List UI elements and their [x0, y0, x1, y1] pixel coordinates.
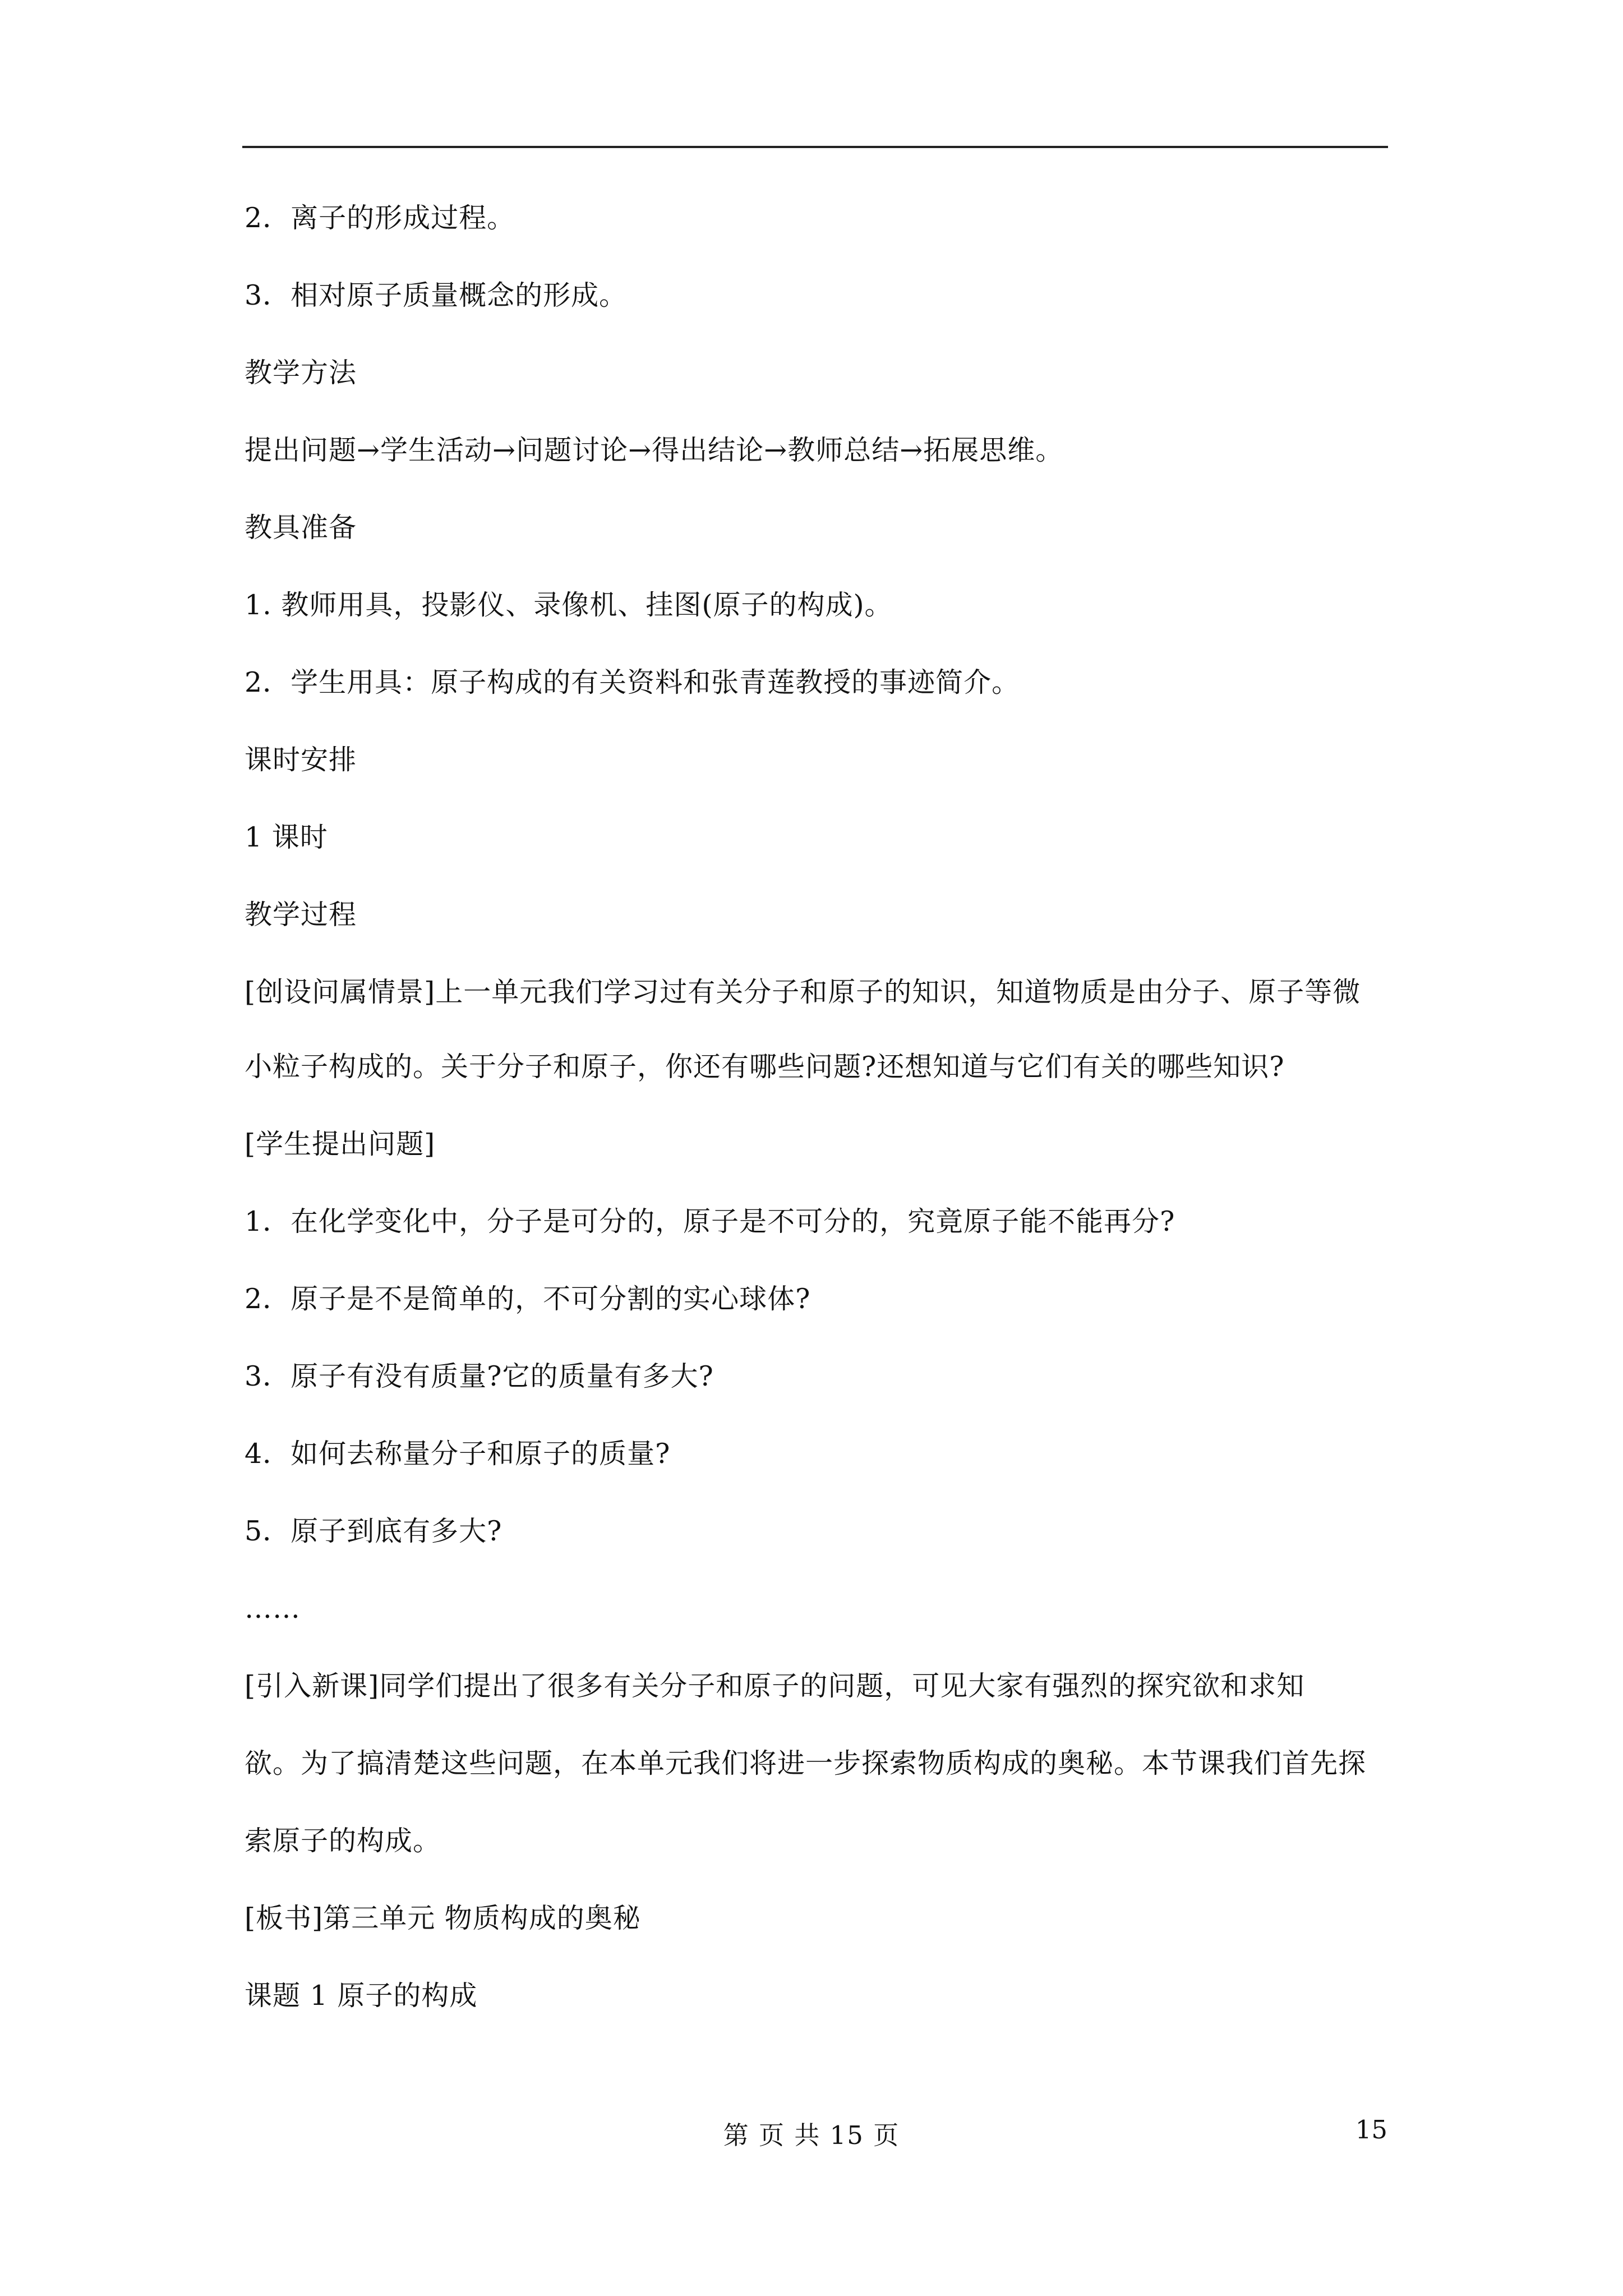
text-line: 欲。为了搞清楚这些问题，在本单元我们将进一步探索物质构成的奥秘。本节课我们首先探 [245, 1747, 1367, 1779]
header-rule [242, 146, 1388, 148]
text-line: 2．学生用具：原子构成的有关资料和张青莲教授的事迹简介。 [245, 666, 1020, 698]
section-heading: 教具准备 [245, 512, 357, 544]
section-heading: 课时安排 [245, 744, 357, 776]
text-line: 4．如何去称量分子和原子的质量? [245, 1438, 671, 1470]
page-footer: 第 页 共 15 页 [723, 2120, 900, 2150]
text-line: [板书]第三单元 物质构成的奥秘 [245, 1902, 641, 1934]
text-line: 1 课时 [245, 821, 328, 853]
text-line: 小粒子构成的。关于分子和原子，你还有哪些问题?还想知道与它们有关的哪些知识? [245, 1051, 1285, 1083]
text-line: [学生提出问题] [245, 1128, 436, 1160]
section-heading: 教学过程 [245, 899, 357, 931]
document-body [245, 202, 1394, 2057]
text-line: 1．在化学变化中，分子是可分的，原子是不可分的，究竟原子能不能再分? [245, 1205, 1175, 1237]
section-heading: 教学方法 [245, 357, 357, 389]
text-line: 3．原子有没有质量?它的质量有多大? [245, 1360, 714, 1392]
text-line: [创设问属情景]上一单元我们学习过有关分子和原子的知识，知道物质是由分子、原子等微 [245, 976, 1361, 1008]
text-line: 课题 1 原子的构成 [245, 1980, 478, 2012]
text-line: 3．相对原子质量概念的形成。 [245, 279, 628, 311]
text-line: 提出问题→学生活动→问题讨论→得出结论→教师总结→拓展思维。 [245, 434, 1064, 466]
text-line: 5．原子到底有多大? [245, 1515, 502, 1547]
text-line: 索原子的构成。 [245, 1825, 441, 1857]
text-line: 2．原子是不是简单的，不可分割的实心球体? [245, 1283, 811, 1315]
page-number: 15 [1355, 2115, 1387, 2145]
text-line: 2．离子的形成过程。 [245, 202, 515, 234]
text-line: 1. 教师用具，投影仪、录像机、挂图(原子的构成)。 [245, 589, 893, 621]
ellipsis-line: …… [245, 1593, 301, 1625]
text-line: [引入新课]同学们提出了很多有关分子和原子的问题，可见大家有强烈的探究欲和求知 [245, 1670, 1305, 1702]
